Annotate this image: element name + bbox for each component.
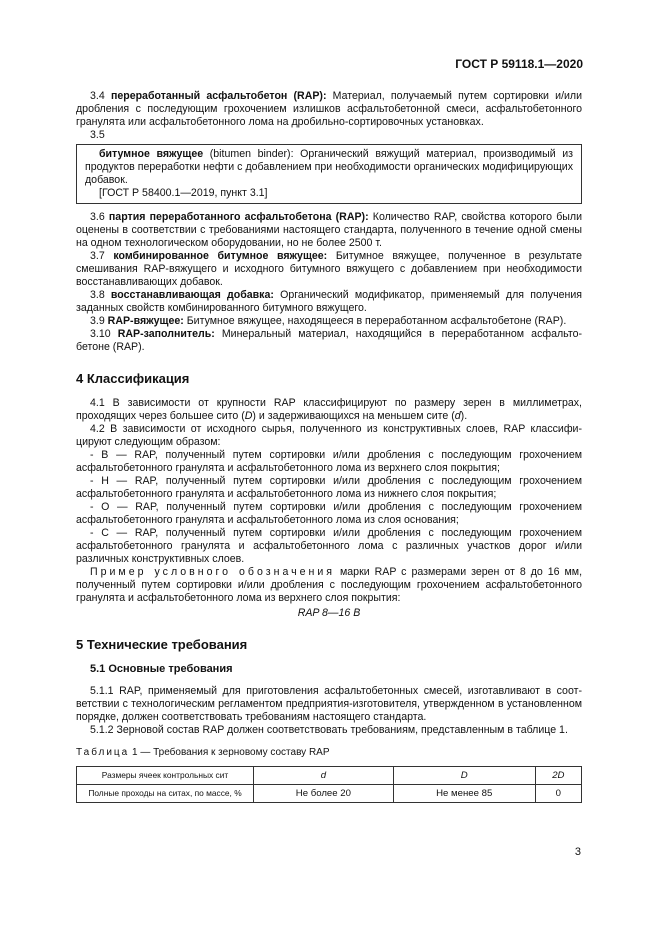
list-item: - Н — RAP, полученный путем сортировки и/или дробления с последующим грохочением асфальтобетонного гранулята и асфальтобетонного лома из нижнего слоя покрытия; xyxy=(76,475,582,500)
paragraph-5-1-1: 5.1.1 RAP, применяемый для приготовления асфальтобетонных смесей, изготавливают в соот-ветствии с технологическим регламентом предприятия-изготовителя, утвержденном в установленном порядке, должен соответствовать требованиям настоящего стандарта. xyxy=(76,685,582,723)
list-item: - С — RAP, полученный путем сортировки и/или дробления с последующим грохочением асфальтобетонного гранулята и асфальтобетонного лома с различных участков дорог и/или различных конструктивных слоев. xyxy=(76,527,582,565)
text-part: 4.1 В зависимости от крупности RAP классифицируют по размеру зерен в миллиметрах, проходящих через большее сито ( xyxy=(76,397,582,422)
definition-text: Органический модификатор, применяемый для получения заданных свойств комбинированного битумного вяжущего. xyxy=(76,289,583,314)
definition-3-10 xyxy=(76,328,582,354)
text-part: ). xyxy=(460,410,468,422)
page-number: 3 xyxy=(574,846,581,858)
definition-term: восстанавливающая добавка: xyxy=(110,289,274,301)
section-5-title: 5 Технические требования xyxy=(76,637,248,652)
paragraph-4-2: 4.2 В зависимости от исходного сырья, полученного из конструктивных слоев, RAP классифи-цируют следующим образом: xyxy=(76,423,582,448)
definition-number: 3.10 xyxy=(90,328,118,340)
table-caption-word: Таблица xyxy=(76,747,130,758)
definition-term: партия переработанного асфальтобетона (RAP): xyxy=(108,211,369,223)
list-item: - О — RAP, полученный путем сортировки и/или дробления с последующим грохочением асфальтобетонного гранулята и асфальтобетонного лома из слоя основания; xyxy=(76,501,582,526)
boxed-definition-3-5 xyxy=(76,144,582,204)
table-cell: d xyxy=(254,767,394,785)
table-row xyxy=(77,785,582,803)
document-header: ГОСТ Р 59118.1—2020 xyxy=(455,57,583,71)
definition-number: 3.8 xyxy=(90,289,111,301)
definition-number: 3.5 xyxy=(90,129,105,141)
definition-text: Битумное вяжущее, полученное в результате смешивания RAP-вяжущего и исходного битумного вяжущего с добавлением при необходимости восстанавливающих добавок. xyxy=(76,250,582,288)
definition-term: переработанный асфальтобетон (RAP): xyxy=(110,90,327,102)
table-cell: Размеры ячеек контрольных сит xyxy=(77,767,254,785)
example-code: RAP 8—16 В xyxy=(297,607,361,619)
grain-composition-table xyxy=(76,766,582,803)
definition-number: 3.4 xyxy=(90,90,111,102)
example-heading: Пример условного обозначения xyxy=(90,566,336,578)
table-cell: Не более 20 xyxy=(254,785,394,803)
definition-number: 3.7 xyxy=(90,250,114,262)
table-cell: 0 xyxy=(535,785,581,803)
example-text: марки RAP с размерами зерен от 8 до 16 мм, полученный путем сортировки и/или дробления с последующим грохочением асфальтобетонного гранулята и асфальтобетонного лома из верхнего слоя покрытия: xyxy=(76,566,583,604)
text-part: ) и задерживающихся на меньшем сите ( xyxy=(252,410,455,422)
document-body xyxy=(76,90,582,803)
definition-text: (bitumen binder): Органический вяжущий материал, производимый из продуктов переработки нефти с добавлением при необходимости органических модифицирующих добавок. xyxy=(85,148,574,186)
definition-text: Минеральный материал, находящийся в переработанном асфальто-бетоне (RAP). xyxy=(76,328,583,353)
table-cell: Полные проходы на ситах, по массе, % xyxy=(77,785,254,803)
definition-number: 3.6 xyxy=(90,211,109,223)
definition-3-5 xyxy=(85,148,573,187)
definition-text: Количество RAP, свойства которого были оценены в соответствии с требованиями настоящего стандарта, полученного в течение одной смены на одном технологическом оборудовании, но не более 2500 т. xyxy=(76,211,582,249)
list-item: - В — RAP, полученный путем сортировки и/или дробления с последующим грохочением асфальтобетонного гранулята и асфальтобетонного лома из верхнего слоя покрытия; xyxy=(76,449,582,474)
symbol-D: D xyxy=(244,410,253,422)
table-cell: D xyxy=(393,767,535,785)
table-caption-text: 1 — Требования к зерновому составу RAP xyxy=(129,747,330,758)
definition-text: Материал, получаемый путем сортировки и/или дробления с последующим грохочением излишков асфальтобетонной смеси, асфальтобетонного гранулята или асфальтобетонного лома на дробильно-сортировочных установках. xyxy=(76,90,583,128)
definition-term: битумное вяжущее xyxy=(99,148,204,160)
definition-text: Битумное вяжущее, находящееся в переработанном асфальтобетоне (RAP). xyxy=(183,315,567,327)
example-paragraph xyxy=(76,566,582,605)
definition-source: [ГОСТ Р 58400.1—2019, пункт 3.1] xyxy=(99,187,268,199)
section-4-title: 4 Классификация xyxy=(76,371,190,386)
paragraph-4-1 xyxy=(76,397,582,423)
definition-3-9 xyxy=(76,315,582,328)
definition-number: 3.9 xyxy=(90,315,108,327)
table-caption xyxy=(76,746,582,759)
definition-term: RAP-вяжущее: xyxy=(107,315,184,327)
subsection-5-1-title: 5.1 Основные требования xyxy=(90,663,233,675)
definition-3-6 xyxy=(76,211,582,250)
definition-term: RAP-заполнитель: xyxy=(117,328,215,340)
symbol-d: d xyxy=(454,410,461,422)
table-cell: 2D xyxy=(535,767,581,785)
table-cell: Не менее 85 xyxy=(393,785,535,803)
definition-term: комбинированное битумное вяжущее: xyxy=(113,250,328,262)
definition-3-7 xyxy=(76,250,582,289)
paragraph-5-1-2: 5.1.2 Зерновой состав RAP должен соответствовать требованиям, представленным в таблице 1. xyxy=(90,724,568,736)
definition-3-8 xyxy=(76,289,582,315)
definition-3-4 xyxy=(76,90,582,129)
table-row xyxy=(77,767,582,785)
